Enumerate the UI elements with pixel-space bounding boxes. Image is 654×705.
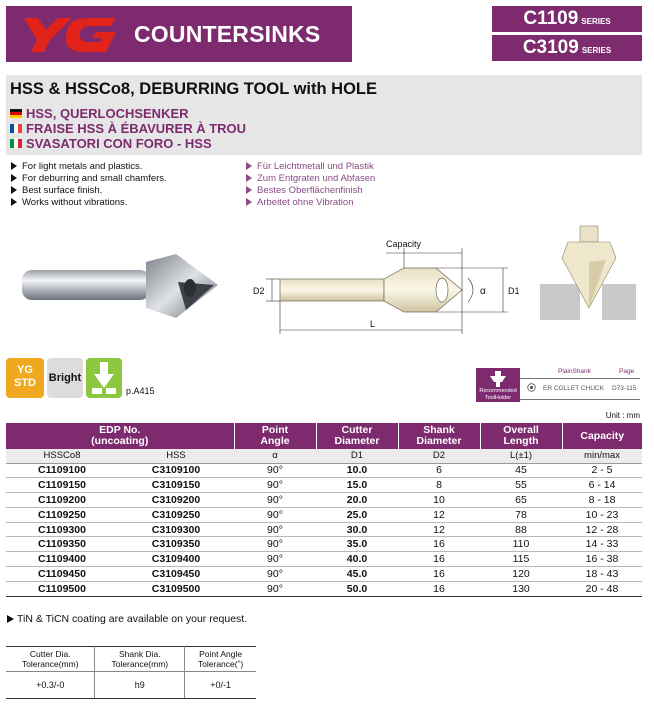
tol-header-angle [185, 647, 256, 672]
cell-hssco8: C1109250 [6, 507, 118, 522]
sub-length: L(±1) [480, 449, 562, 463]
cell-d2: 12 [398, 507, 480, 522]
cell-hss: C3109250 [118, 507, 234, 522]
series-code: C1109 [523, 8, 579, 29]
coating-note [7, 613, 247, 625]
header-banner [6, 6, 352, 62]
header-angle [234, 423, 316, 449]
tol-value-cutter: +0.3/-0 [6, 672, 95, 699]
feature-de-4 [246, 197, 353, 209]
cell-d1: 25.0 [316, 507, 398, 522]
sub-shank: D2 [398, 449, 480, 463]
header-text: Diameter [334, 435, 380, 447]
bullet-icon [246, 162, 252, 170]
table-row [6, 567, 642, 582]
header-shank [398, 423, 480, 449]
cell-length: 65 [480, 493, 562, 508]
table-row [6, 493, 642, 508]
tol-header-text: Shank Dia. [119, 649, 161, 659]
cell-angle: 90° [234, 552, 316, 567]
recommended-toolholder-box [476, 368, 520, 402]
cell-hssco8: C1109150 [6, 478, 118, 493]
tol-header-text: Point Angle [199, 649, 243, 659]
cell-capacity: 16 - 38 [562, 552, 642, 567]
sub-angle: α [234, 449, 316, 463]
series-badge-c1109 [492, 6, 642, 32]
cell-length: 120 [480, 567, 562, 582]
table-subheader-row [6, 449, 642, 463]
cell-capacity: 18 - 43 [562, 567, 642, 582]
header-capacity [562, 423, 642, 449]
cell-d2: 16 [398, 537, 480, 552]
bright-finish-badge [47, 358, 83, 398]
cell-d1: 40.0 [316, 552, 398, 567]
tolerance-table [6, 646, 256, 699]
feature-en-4 [11, 197, 127, 209]
header-text: Shank [423, 424, 455, 436]
germany-flag-icon [10, 109, 22, 118]
cell-hss: C3109150 [118, 478, 234, 493]
technical-drawing [246, 234, 536, 344]
material-badge [86, 358, 122, 398]
header-text: Point [261, 424, 289, 436]
cell-d2: 6 [398, 463, 480, 478]
header-text: Overall [503, 424, 539, 436]
bullet-icon [11, 174, 17, 182]
sub-hssco8: HSSCo8 [6, 449, 118, 463]
d2-label: D2 [253, 286, 265, 296]
cell-length: 45 [480, 463, 562, 478]
title-italian-text: SVASATORI CON FORO - HSS [26, 136, 212, 151]
cell-angle: 90° [234, 478, 316, 493]
rec-holder: ER COLLET CHUCK [543, 385, 604, 392]
cell-hss: C3109200 [118, 493, 234, 508]
table-row [6, 552, 642, 567]
cell-d1: 45.0 [316, 567, 398, 582]
sub-capacity: min/max [562, 449, 642, 463]
cell-length: 88 [480, 522, 562, 537]
feature-text: Bestes Oberflächenfinish [257, 185, 363, 196]
cutting-tool-icon [86, 358, 122, 398]
cell-angle: 90° [234, 567, 316, 582]
feature-text: Arbeitet ohne Vibration [257, 197, 354, 208]
sub-hss: HSS [118, 449, 234, 463]
alpha-label: α [480, 286, 486, 297]
series-badge-c3109 [492, 35, 642, 61]
tol-header-cutter [6, 647, 95, 672]
title-german-text: HSS, QUERLOCHSENKER [26, 106, 189, 121]
rec-page: D73-115 [612, 385, 637, 392]
tolerance-value-row [6, 672, 256, 699]
feature-de-1 [246, 161, 374, 173]
unit-label: Unit : mm [605, 411, 640, 420]
bullet-icon [11, 198, 17, 206]
header-length [480, 423, 562, 449]
capacity-label: Capacity [386, 239, 422, 249]
length-label: L [370, 319, 376, 329]
table-row [6, 507, 642, 522]
cell-angle: 90° [234, 522, 316, 537]
page-reference: p.A415 [126, 386, 155, 396]
header-cutter [316, 423, 398, 449]
cell-hssco8: C1109200 [6, 493, 118, 508]
cell-length: 110 [480, 537, 562, 552]
collet-icon [527, 383, 536, 392]
bullet-icon [246, 186, 252, 194]
header-text: Cutter [341, 424, 373, 436]
cell-capacity: 2 - 5 [562, 463, 642, 478]
table-row [6, 522, 642, 537]
badge-std-text: STD [14, 377, 36, 389]
header-edp-text: EDP No. [99, 424, 141, 436]
header-text: Angle [260, 435, 290, 447]
cell-angle: 90° [234, 507, 316, 522]
cell-angle: 90° [234, 537, 316, 552]
series-label: SERIES [581, 46, 612, 55]
spec-table [6, 423, 642, 597]
badge-yg-text: YG [17, 364, 33, 376]
feature-de-3 [246, 185, 363, 197]
title-french [10, 121, 246, 136]
cell-d1: 15.0 [316, 478, 398, 493]
product-title: HSS & HSSCo8, DEBURRING TOOL with HOLE [10, 80, 378, 98]
cell-hss: C3109400 [118, 552, 234, 567]
header-edp-sub: (uncoating) [91, 435, 149, 447]
title-band [6, 75, 642, 155]
cell-hss: C3109350 [118, 537, 234, 552]
feature-text: Works without vibrations. [22, 197, 128, 208]
france-flag-icon [10, 124, 22, 133]
feature-en-1 [11, 161, 142, 173]
feature-en-2 [11, 173, 167, 185]
rec-label-1: Recommended [479, 388, 517, 394]
feature-text: For deburring and small chamfers. [22, 173, 167, 184]
cell-d1: 35.0 [316, 537, 398, 552]
cell-length: 130 [480, 581, 562, 596]
cell-d1: 50.0 [316, 581, 398, 596]
cell-d1: 30.0 [316, 522, 398, 537]
cell-capacity: 6 - 14 [562, 478, 642, 493]
cell-capacity: 12 - 28 [562, 522, 642, 537]
tolerance-header-row [6, 647, 256, 672]
title-french-text: FRAISE HSS À ÉBAVURER À TROU [26, 121, 247, 136]
cell-hssco8: C1109500 [6, 581, 118, 596]
series-label: SERIES [581, 17, 611, 26]
yg-std-badge [6, 358, 44, 398]
cell-hss: C3109450 [118, 567, 234, 582]
table-row [6, 581, 642, 596]
cell-d2: 8 [398, 478, 480, 493]
tol-header-text: Tolerance(mm) [21, 659, 79, 669]
coating-note-text: TiN & TiCN coating are available on your request. [17, 613, 248, 625]
header-text: Diameter [416, 435, 462, 447]
toolholder-icon [488, 370, 508, 388]
application-illustration [538, 222, 638, 322]
cell-d1: 20.0 [316, 493, 398, 508]
feature-text: Zum Entgraten und Abfasen [257, 173, 376, 184]
page-title: COUNTERSINKS [134, 21, 321, 47]
rec-label-2: ToolHolder [484, 395, 512, 401]
sub-cutter: D1 [316, 449, 398, 463]
product-photo [18, 240, 218, 335]
cell-angle: 90° [234, 581, 316, 596]
tol-value-angle: +0/-1 [185, 672, 256, 699]
rec-divider [520, 378, 640, 379]
table-row [6, 537, 642, 552]
cell-hssco8: C1109350 [6, 537, 118, 552]
cell-angle: 90° [234, 493, 316, 508]
tol-header-text: Tolerance(˚) [197, 659, 244, 669]
cell-d1: 10.0 [316, 463, 398, 478]
feature-text: Für Leichtmetall und Plastik [257, 161, 374, 172]
title-italian [10, 136, 212, 151]
tol-header-text: Cutter Dia. [29, 649, 71, 659]
rec-divider [520, 399, 640, 400]
italy-flag-icon [10, 139, 22, 148]
feature-text: Best surface finish. [22, 185, 103, 196]
cell-hssco8: C1109400 [6, 552, 118, 567]
table-row [6, 463, 642, 478]
bullet-icon [7, 615, 14, 623]
cell-hss: C3109500 [118, 581, 234, 596]
header-edp [6, 423, 234, 449]
feature-text: For light metals and plastics. [22, 161, 143, 172]
table-row [6, 478, 642, 493]
yg-logo [20, 14, 120, 54]
cell-d2: 16 [398, 552, 480, 567]
cell-d2: 16 [398, 581, 480, 596]
header-text: Length [503, 435, 539, 447]
rec-col-shank: PlainShank [558, 368, 591, 375]
cell-d2: 10 [398, 493, 480, 508]
bullet-icon [246, 174, 252, 182]
cell-angle: 90° [234, 463, 316, 478]
rec-col-page: Page [619, 368, 635, 375]
series-code: C3109 [522, 37, 579, 58]
cell-capacity: 14 - 33 [562, 537, 642, 552]
cell-d2: 12 [398, 522, 480, 537]
cell-d2: 16 [398, 567, 480, 582]
cell-length: 115 [480, 552, 562, 567]
header-text: Capacity [580, 429, 625, 442]
table-header-row [6, 423, 642, 449]
feature-en-3 [11, 185, 102, 197]
badge-bright-text: Bright [48, 372, 82, 384]
cell-hss: C3109100 [118, 463, 234, 478]
cell-hssco8: C1109100 [6, 463, 118, 478]
cell-length: 78 [480, 507, 562, 522]
d1-label: D1 [508, 286, 520, 296]
cell-hssco8: C1109450 [6, 567, 118, 582]
bullet-icon [246, 198, 252, 206]
cell-capacity: 8 - 18 [562, 493, 642, 508]
tol-header-text: Tolerance(mm) [111, 659, 169, 669]
title-german [10, 106, 189, 121]
bullet-icon [11, 162, 17, 170]
cell-length: 55 [480, 478, 562, 493]
cell-hss: C3109300 [118, 522, 234, 537]
bullet-icon [11, 186, 17, 194]
tol-value-shank: h9 [95, 672, 185, 699]
cell-capacity: 10 - 23 [562, 507, 642, 522]
feature-de-2 [246, 173, 375, 185]
cell-capacity: 20 - 48 [562, 581, 642, 596]
cell-hssco8: C1109300 [6, 522, 118, 537]
tol-header-shank [95, 647, 185, 672]
